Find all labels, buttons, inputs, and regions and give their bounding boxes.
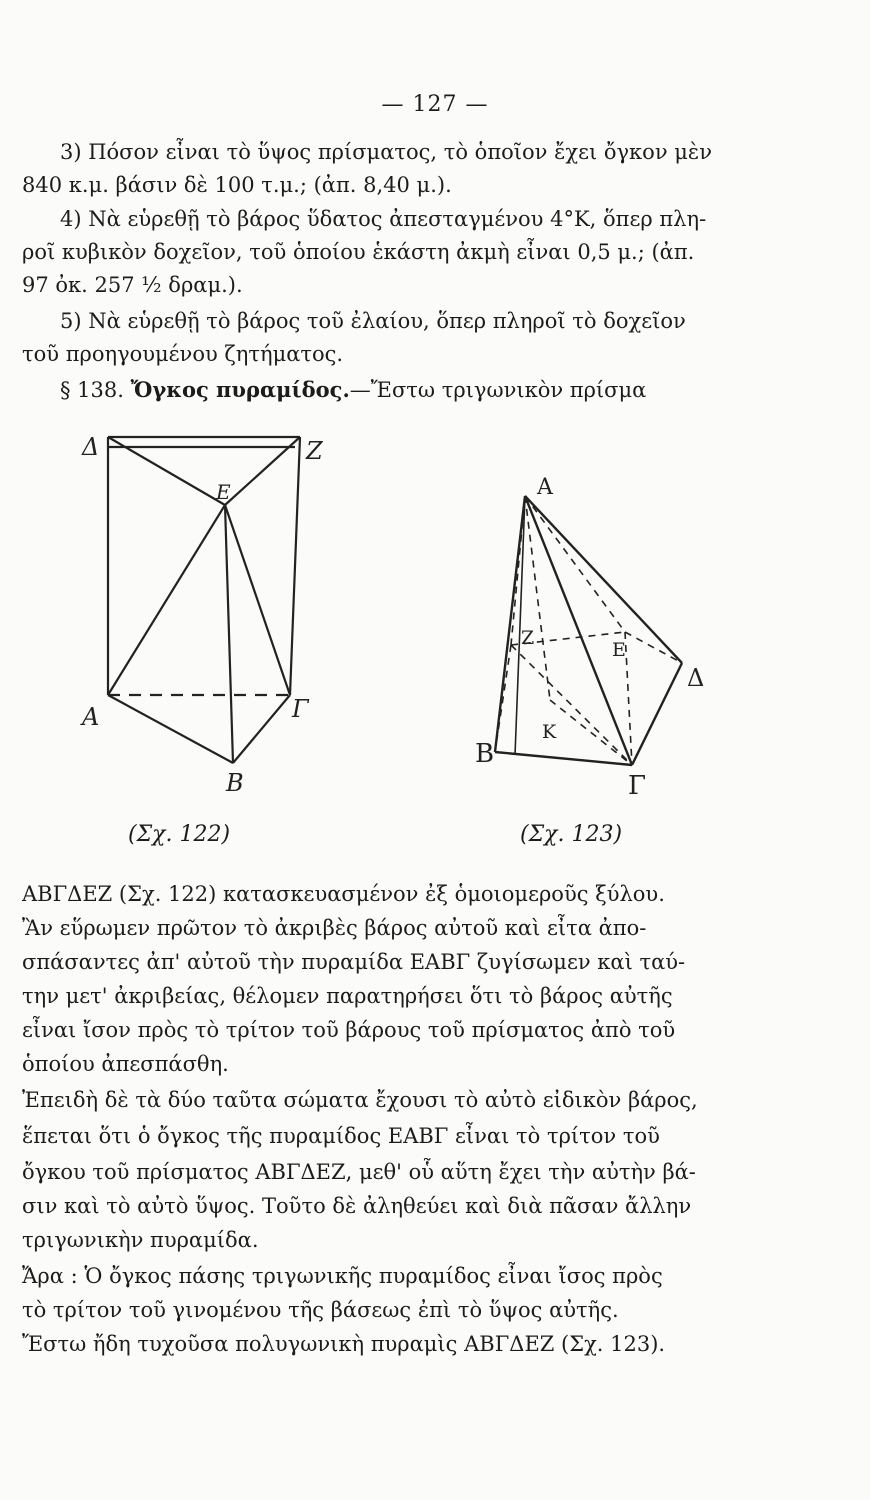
exercise-5-line-2: τοῦ προηγουμένου ζητήματος. (22, 342, 344, 366)
body-line-2: Ἂν εὕρωμεν πρῶτον τὸ ἀκριβὲς βάρος αὐτοῦ καὶ εἶτα ἀπο- (22, 916, 647, 940)
label-delta: Δ (82, 433, 100, 461)
body-line-8: ἕπεται ὅτι ὁ ὄγκος τῆς πυραμίδος ΕΑΒΓ εἶναι τὸ τρίτον τοῦ (22, 1124, 660, 1148)
edge-zg (290, 437, 300, 695)
edge-ab (108, 695, 233, 763)
edge-zg-hidden (511, 645, 632, 765)
body-line-1: ΑΒΓΔΕΖ (Σχ. 122) κατασκευασμένον ἐξ ὁμοιομεροῦς ξύλου. (22, 882, 665, 906)
body-line-13: τὸ τρίτον τοῦ γινομένου τῆς βάσεως ἐπὶ τὸ ὕψος αὐτῆς. (22, 1298, 619, 1322)
edge-ea (108, 505, 225, 695)
section-number: § 138. (60, 378, 124, 402)
exercise-3-line-2: 840 κ.μ. βάσιν δὲ 100 τ.μ.; (ἀπ. 8,40 μ.). (22, 173, 452, 197)
label-alpha: Α (537, 475, 553, 500)
section-lead: —Ἔστω τριγωνικὸν πρίσμα (349, 378, 647, 402)
edge-gd (632, 663, 682, 765)
body-line-7: Ἐπειδὴ δὲ τὰ δύο ταῦτα σώματα ἔχουσι τὸ αὐτὸ εἰδικὸν βάρος, (22, 1088, 698, 1112)
figure-122-prism (80, 425, 340, 805)
exercise-4-line-1: 4) Νὰ εὑρεθῇ τὸ βάρος ὕδατος ἀπεσταγμένου 4°Κ, ὅπερ πλη- (60, 207, 707, 231)
edge-eb (225, 505, 233, 763)
edge-eg (225, 505, 290, 695)
label-zeta: Ζ (306, 437, 323, 465)
exercise-5-line-1: 5) Νὰ εὑρεθῇ τὸ βάρος τοῦ ἐλαίου, ὅπερ πληροῖ τὸ δοχεῖον (60, 309, 686, 333)
section-heading (60, 376, 767, 404)
label-epsilon: Ε (612, 639, 626, 661)
label-gamma: Γ (628, 771, 647, 801)
body-line-6: ὁποίου ἀπεσπάσθη. (22, 1052, 229, 1076)
label-beta: Β (226, 769, 244, 797)
figure-122-caption: (Σχ. 122) (128, 822, 231, 847)
body-line-10: σιν καὶ τὸ αὐτὸ ὕψος. Τοῦτο δὲ ἀληθεύει καὶ διὰ πᾶσαν ἄλλην (22, 1194, 692, 1218)
body-line-12: Ἄρα : Ὁ ὄγκος πάσης τριγωνικῆς πυραμίδος εἶναι ἴσος πρὸς (22, 1264, 663, 1288)
label-beta: Β (475, 739, 495, 769)
edge-eg-hidden (625, 632, 632, 765)
exercise-4-line-3: 97 ὀκ. 257 ½ δραμ.). (22, 273, 243, 297)
body-line-4: την μετ' ἀκριβείας, θέλομεν παρατηρήσει ὅτι τὸ βάρος αὐτῆς (22, 984, 673, 1008)
body-line-14: Ἔστω ἤδη τυχοῦσα πολυγωνικὴ πυραμὶς ΑΒΓΔΕΖ (Σχ. 123). (22, 1332, 666, 1356)
edge-zb-hidden (495, 645, 511, 752)
figure-123-pyramid (475, 460, 735, 805)
body-line-3: σπάσαντες ἀπ' αὐτοῦ τὴν πυραμίδα ΕΑΒΓ ζυγίσωμεν καὶ ταύ- (22, 950, 686, 974)
label-gamma: Γ (292, 695, 309, 723)
body-line-9: ὄγκου τοῦ πρίσματος ΑΒΓΔΕΖ, μεθ' οὗ αὕτη ἔχει τὴν αὐτὴν βά- (22, 1160, 696, 1184)
exercise-4-line-2: ροῖ κυβικὸν δοχεῖον, τοῦ ὁποίου ἑκάστη ἀκμὴ εἶναι 0,5 μ.; (ἀπ. (22, 240, 695, 264)
edge-ed-hidden (625, 632, 682, 663)
label-epsilon: Ε (216, 480, 231, 504)
edge-ad (525, 496, 682, 663)
exercise-3-line-1: 3) Πόσον εἶναι τὸ ὕψος πρίσματος, τὸ ὁποῖον ἔχει ὄγκον μὲν (60, 140, 712, 164)
label-delta: Δ (687, 664, 705, 692)
body-line-11: τριγωνικὴν πυραμίδα. (22, 1228, 259, 1252)
edge-gb (233, 695, 290, 763)
label-alpha: Α (82, 703, 100, 731)
label-zeta: Ζ (521, 627, 535, 649)
label-kappa: Κ (542, 721, 557, 743)
section-title: Ὄγκος πυραμίδος. (130, 377, 350, 402)
page-number: — 127 — (381, 92, 489, 117)
figure-123-caption: (Σχ. 123) (520, 822, 623, 847)
edge-ae-hidden (525, 496, 625, 632)
body-line-5: εἶναι ἴσον πρὸς τὸ τρίτον τοῦ βάρους τοῦ πρίσματος ἀπὸ τοῦ (22, 1018, 676, 1042)
